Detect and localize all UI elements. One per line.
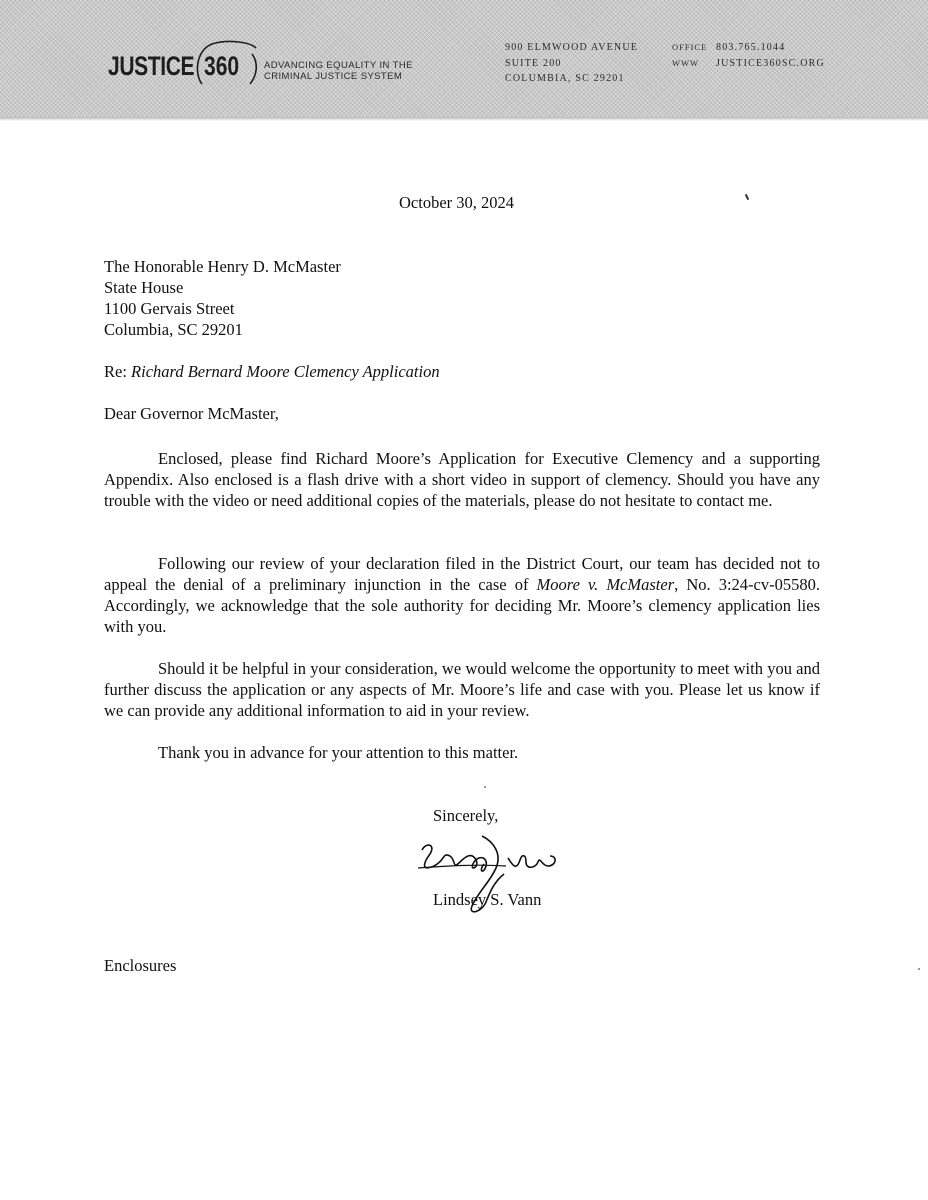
letterhead-tagline — [264, 60, 413, 82]
office-label: OFFICE — [672, 42, 708, 52]
body-paragraph-2 — [104, 553, 820, 637]
addressee-line: State House — [104, 278, 184, 297]
letterhead-edge — [0, 117, 928, 121]
address-line-3: COLUMBIA, SC 29201 — [505, 73, 625, 84]
paragraph-text-continued: , No. 3:24-cv-05580. Accordingly, we acknowledge that the sole authority for deciding Mr. Moore’s clemency application lies with you. — [104, 575, 820, 636]
www-label: WWW — [672, 57, 700, 68]
letter-date: October 30, 2024 — [399, 193, 515, 212]
closing: Sincerely, — [433, 806, 499, 825]
subject-prefix: Re: — [104, 362, 132, 381]
tagline-line-2: CRIMINAL JUSTICE SYSTEM — [264, 71, 403, 82]
office-phone: 803.765.1044 — [716, 42, 786, 53]
office-row — [672, 40, 825, 56]
scan-mark — [745, 194, 749, 200]
enclosures-note: Enclosures — [104, 956, 177, 975]
body-paragraph-3 — [104, 658, 820, 721]
case-name: Moore v. McMaster — [536, 575, 675, 594]
paragraph-text: Enclosed, please find Richard Moore’s Application for Executive Clemency and a supporting Appendix. Also enclosed is a flash drive with a short video in support of clemency. Should you have any trouble with the video or need additional copies of the materials, please do not hesitate to contact me. — [104, 449, 820, 510]
address-line-2: SUITE 200 — [505, 57, 562, 69]
body-paragraph-4 — [104, 742, 820, 763]
body-paragraph-1 — [104, 448, 820, 511]
tagline-line-1: ADVANCING EQUALITY IN THE — [264, 60, 413, 71]
subject-text: Richard Bernard Moore Clemency Application — [131, 362, 440, 381]
website: JUSTICE360SC.ORG — [716, 57, 825, 69]
addressee-line: 1100 Gervais Street — [104, 299, 235, 318]
subject-line — [104, 362, 440, 382]
logo-wordmark: JUSTICE — [108, 51, 195, 81]
address-line-1: 900 ELMWOOD AVENUE — [505, 42, 639, 53]
www-row — [672, 56, 825, 72]
letterhead — [0, 0, 928, 120]
paragraph-text: Thank you in advance for your attention to this matter. — [158, 743, 519, 762]
logo-number: 360 — [204, 51, 240, 81]
addressee-block — [104, 256, 341, 340]
addressee-line: Columbia, SC 29201 — [104, 320, 243, 339]
scan-speck — [918, 968, 920, 970]
addressee-line: The Honorable Henry D. McMaster — [104, 257, 341, 276]
scan-speck — [484, 786, 486, 788]
letterhead-address — [505, 40, 638, 87]
letterhead-contact — [672, 40, 825, 71]
signer-name: Lindsey S. Vann — [433, 890, 542, 909]
salutation: Dear Governor McMaster, — [104, 404, 279, 423]
paragraph-text: Should it be helpful in your consideration, we would welcome the opportunity to meet with you and further discuss the application or any aspects of Mr. Moore’s life and case with you. Please let us know if we can provide any additional information to aid in your review. — [104, 659, 820, 720]
paragraph-text: Following our review of your declaration filed in the District Court, our team has decided not to appeal the denial of a preliminary injunction in the case of — [104, 554, 820, 594]
